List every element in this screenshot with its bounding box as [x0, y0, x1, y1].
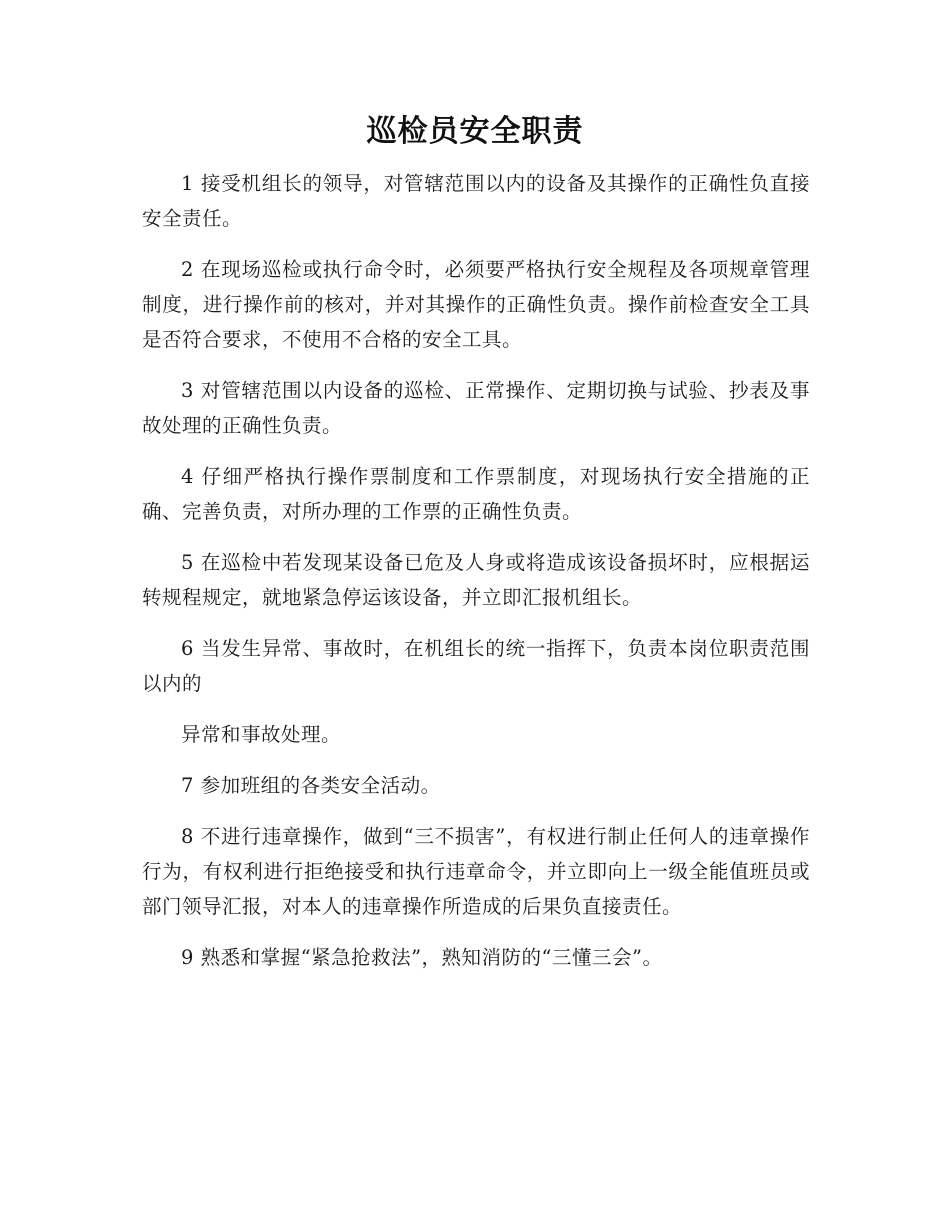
paragraph-8: 8 不进行违章操作，做到“三不损害”，有权进行制止任何人的违章操作行为，有权利进行拒绝接受和执行违章命令，并立即向上一级全能值班员或部门领导汇报，对本人的违章操作所造成的后果负直接责任。	[142, 825, 810, 918]
paragraph-1: 1 接受机组长的领导，对管辖范围以内的设备及其操作的正确性负直接安全责任。	[142, 172, 810, 230]
paragraph-9: 9 熟悉和掌握“紧急抢救法”，熟知消防的“三懂三会”。	[181, 946, 663, 969]
paragraph-3: 3 对管辖范围以内设备的巡检、正常操作、定期切换与试验、抄表及事故处理的正确性负责。	[142, 379, 810, 437]
paragraph-6-continued: 异常和事故处理。	[181, 723, 342, 746]
document-body	[142, 166, 810, 991]
paragraph-2: 2 在现场巡检或执行命令时，必须要严格执行安全规程及各项规章管理制度，进行操作前的核对，并对其操作的正确性负责。操作前检查安全工具是否符合要求，不使用不合格的安全工具。	[142, 258, 810, 351]
paragraph-5: 5 在巡检中若发现某设备已危及人身或将造成该设备损坏时，应根据运转规程规定，就地紧急停运该设备，并立即汇报机组长。	[142, 551, 810, 609]
paragraph-7: 7 参加班组的各类安全活动。	[181, 774, 441, 797]
paragraph-6: 6 当发生异常、事故时，在机组长的统一指挥下，负责本岗位职责范围以内的	[142, 637, 810, 695]
paragraph-4: 4 仔细严格执行操作票制度和工作票制度，对现场执行安全措施的正确、完善负责，对所办理的工作票的正确性负责。	[142, 465, 810, 523]
document-title: 巡检员安全职责	[366, 114, 584, 149]
